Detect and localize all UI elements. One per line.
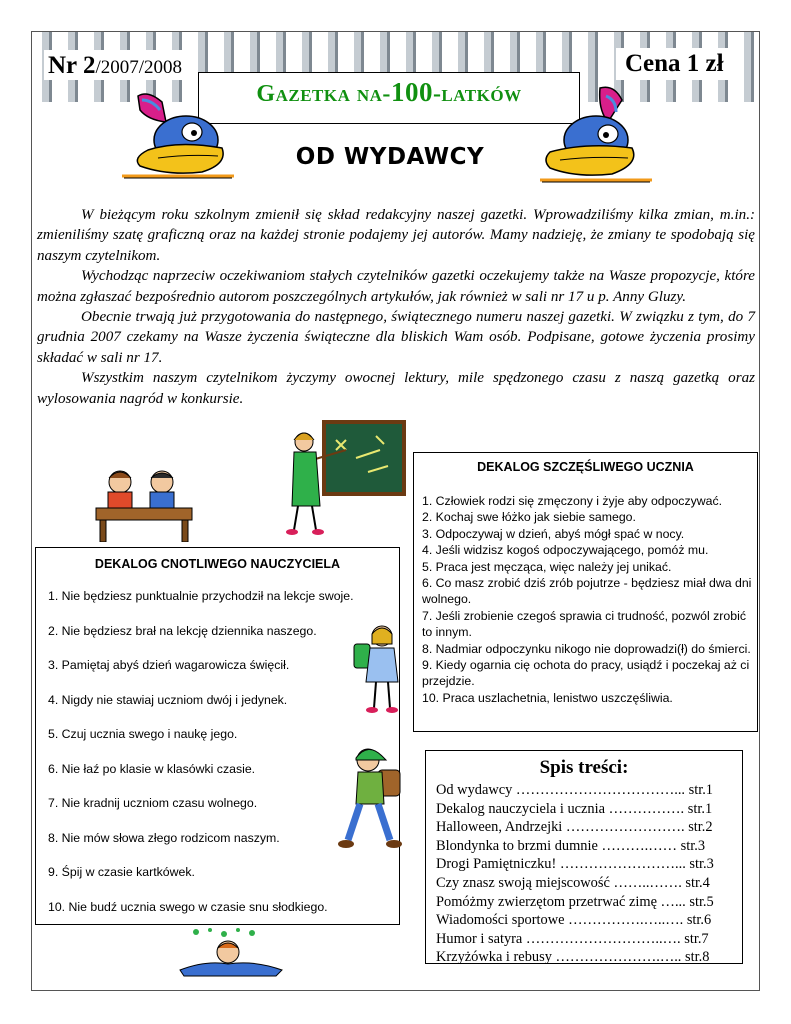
list-item: 7. Nie kradnij uczniom czasu wolnego.: [48, 796, 258, 810]
editorial-paragraph: W bieżącym roku szkolnym zmienił się skład redakcyjny naszej gazetki. Wprowadziliśmy kilka zmian, m.in.: zmieniliśmy szatę graficzną oraz na każdej stronie podajemy jej autorów. Mamy nadzieję, że zmiany te spodobają się naszym czytelnikom.: [37, 207, 755, 264]
toc-item: Wiadomości sportowe …………….…..…. str.6: [436, 912, 712, 929]
toc-list: [436, 781, 736, 967]
toc-item: Od wydawcy ……………………………... str.1: [436, 782, 714, 798]
list-item: 6. Co masz zrobić dziś zrób pojutrze - będziesz miał dwa dni wolnego.: [422, 576, 752, 607]
editorial-paragraph: Wszystkim naszym czytelnikom życzymy owocnej lektury, mile spędzonego czasu z naszą gazetką oraz wylosowania nagród w konkursie.: [37, 370, 755, 407]
editorial-heading: OD WYDAWCY: [295, 144, 485, 170]
sleeping-student-clipart: [176, 926, 286, 982]
list-item: 3. Pamiętaj abyś dzień wagarowicza święcił.: [48, 658, 290, 672]
list-item: 4. Jeśli widzisz kogoś odpoczywającego, pomóż mu.: [422, 543, 709, 558]
list-item: 1. Człowiek rodzi się zmęczony i żyje aby odpoczywać.: [422, 494, 723, 508]
girl-backpack-clipart: [352, 622, 404, 716]
toc-item: Humor i satyra ………………………..…. str.7: [436, 930, 709, 947]
list-item: 2. Kochaj swe łóżko jak siebie samego.: [422, 510, 636, 525]
teacher-chalkboard-clipart: [284, 420, 406, 536]
list-item: 6. Nie łaź po klasie w klasówki czasie.: [48, 761, 256, 776]
editorial-paragraph: Wychodząc naprzeciw oczekiwaniom stałych czytelników gazetki oczekujemy także na Wasze propozycje, które można zgłaszać bezpośrednio autorom poszczególnych artykułów, jak również w sali nr 17 u p. Anny Gluzy.: [37, 268, 755, 305]
issue-number: Nr 2/2007/2008: [48, 52, 183, 79]
toc-item: Pomóżmy zwierzętom przetrwać zimę …... str.5: [436, 893, 714, 910]
list-item: 5. Praca jest męcząca, więc należy jej unikać.: [422, 559, 672, 574]
list-item: 9. Śpij w czasie kartkówek.: [48, 865, 195, 879]
toc-item: Blondynka to brzmi dumnie ……….…… str.3: [436, 837, 706, 854]
boy-walking-clipart: [338, 744, 410, 852]
toc-item: Czy znasz swoją miejscowość ……..……. str.4: [436, 874, 710, 891]
student-decalogue-list: [422, 493, 752, 706]
student-decalogue-title: DEKALOG SZCZĘŚLIWEGO UCZNIA: [477, 460, 694, 474]
toc-item: Halloween, Andrzejki ……………………. str.2: [436, 819, 713, 836]
teacher-decalogue-title: DEKALOG CNOTLIWEGO NAUCZYCIELA: [94, 557, 341, 571]
toc-item: Dekalog nauczyciela i ucznia ……………. str.1: [436, 800, 713, 817]
masthead-title: Gazetka na-100-latków: [256, 77, 522, 107]
table-of-contents: [425, 750, 743, 964]
editorial-paragraph: Obecnie trwają już przygotowania do następnego, świątecznego numeru naszej gazetki. W związku z tym, do 7 grudnia 2007 czekamy na Wasze życzenia świąteczne dla bliskich Wam osób. Podpisane, gotowe życzenia prosimy składać w sali nr 17.: [37, 309, 755, 366]
student-decalogue-box: [413, 452, 758, 732]
list-item: 2. Nie będziesz brał na lekcję dziennika naszego.: [48, 623, 317, 638]
list-item: 7. Jeśli zrobienie czegoś sprawia ci trudność, pozwól zrobić to innym.: [422, 608, 746, 640]
teacher-decalogue-box: [35, 547, 400, 925]
toc-item: Drogi Pamiętniczku! ……………………... str.3: [436, 856, 714, 873]
toc-title: Spis treści:: [539, 757, 629, 778]
list-item: 10. Praca uszlachetnia, lenistwo uszczęśliwia.: [422, 690, 673, 705]
list-item: 3. Odpoczywaj w dzień, abyś mógł spać w nocy.: [422, 526, 685, 541]
list-item: 1. Nie będziesz punktualnie przychodził na lekcje swoje.: [48, 589, 354, 603]
list-item: 4. Nigdy nie stawiaj uczniom dwój i jedynek.: [48, 692, 288, 707]
list-item: 8. Nadmiar odpoczynku nikogo nie doprowadzi(ł) do śmierci.: [422, 641, 751, 656]
toc-item: Krzyżówka i rebusy ………………….….. str.8: [436, 949, 710, 966]
price: Cena 1 zł: [625, 50, 724, 77]
bird-clipart-right: [536, 86, 656, 186]
list-item: 10. Nie budź ucznia swego w czasie snu słodkiego.: [48, 899, 328, 914]
list-item: 9. Kiedy ogarnia cię ochota do pracy, usiądź i poczekaj aż ci przejdzie.: [422, 658, 750, 689]
students-at-desk-clipart: [92, 466, 196, 542]
list-item: 5. Czuj ucznia swego i naukę jego.: [48, 727, 238, 741]
editorial-text: [37, 205, 755, 409]
list-item: 8. Nie mów słowa złego rodzicom naszym.: [48, 830, 280, 845]
